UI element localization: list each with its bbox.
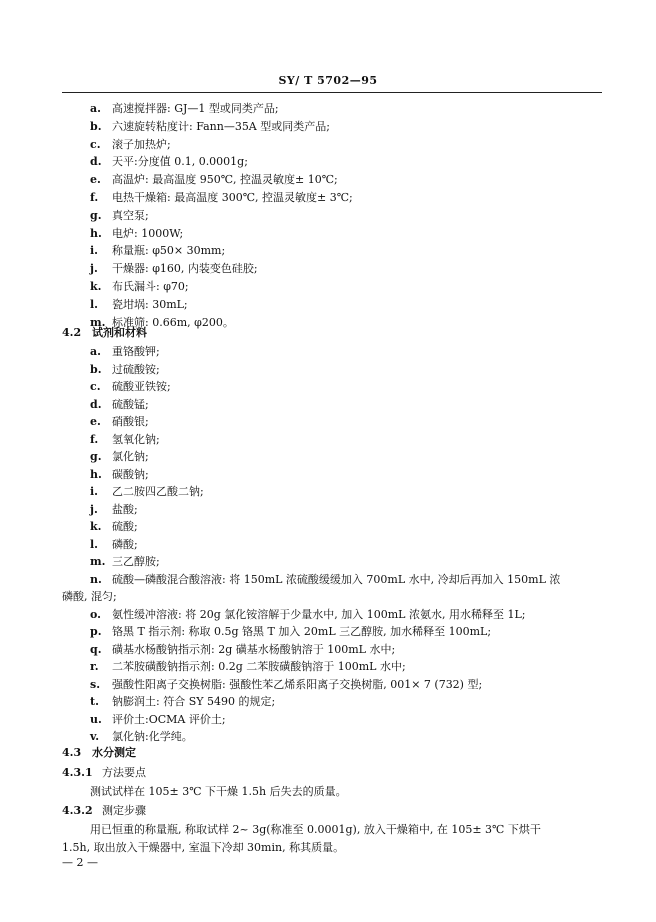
list-item-label: b. — [90, 362, 102, 376]
list-item-text: 硫酸锰; — [112, 397, 149, 411]
list-item-label: n. — [90, 572, 102, 586]
page-number: — 2 — — [62, 856, 98, 869]
section-number: 4.3 — [62, 746, 82, 759]
list-item-label: a. — [90, 102, 101, 115]
list-item-label: d. — [90, 397, 102, 411]
list-item-label: m. — [90, 555, 106, 568]
paragraph-text: 测试试样在 105± 3℃ 下干燥 1.5h 后失去的质量。 — [90, 785, 347, 798]
section-number: 4.3.1 — [62, 766, 93, 779]
list-item-label: j. — [90, 262, 98, 276]
list-item-label: j. — [90, 502, 98, 516]
list-item-text: 评价土:OCMA 评价土; — [112, 712, 226, 726]
list-item-text: 氢氧化钠; — [112, 432, 160, 446]
list-item-label: t. — [90, 695, 99, 708]
list-item-label: p. — [90, 625, 102, 638]
section-number: 4.2 — [62, 326, 82, 339]
list-item-label: g. — [90, 450, 102, 463]
section-number: 4.3.2 — [62, 804, 93, 817]
list-item-text: 乙二胺四乙酸二钠; — [112, 485, 204, 498]
list-item-text: 碳酸钠; — [112, 467, 149, 481]
list-item-text: 硫酸—磷酸混合酸溶液: 将 150mL 浓硫酸缓缓加入 700mL 水中, 冷却后再加入 150mL 浓 — [112, 572, 561, 586]
list-item-text: 磷酸; — [112, 537, 138, 551]
list-item-text: 标准筛: 0.66m, φ200。 — [112, 315, 234, 329]
list-item-label: c. — [90, 380, 101, 393]
list-item-text: 六速旋转粘度计: Fann—35A 型或同类产品; — [112, 119, 330, 133]
list-item-label: c. — [90, 137, 101, 151]
list-item-text: 磺基水杨酸钠指示剂: 2g 磺基水杨酸钠溶于 100mL 水中; — [112, 642, 396, 656]
list-item-text: 铬黑 T 指示剂: 称取 0.5g 铬黑 T 加入 20mL 三乙醇胺, 加水稀释至 100mL; — [112, 625, 492, 638]
list-item-label: e. — [90, 173, 101, 187]
list-item-label: f. — [90, 191, 99, 204]
header-divider — [62, 92, 602, 93]
list-item-text: 称量瓶: φ50× 30mm; — [112, 244, 226, 258]
section-title: 水分测定 — [92, 746, 136, 759]
list-item-text: 钠膨润土: 符合 SY 5490 的规定; — [112, 695, 276, 708]
list-item-label: d. — [90, 155, 102, 169]
list-item-label: l. — [90, 537, 99, 551]
list-item-label: u. — [90, 712, 102, 726]
section-title: 方法要点 — [102, 766, 146, 779]
list-item-label: l. — [90, 297, 99, 311]
list-item-text: 强酸性阳离子交换树脂: 强酸性苯乙烯系阳离子交换树脂, 001× 7 (732) 型; — [112, 677, 483, 691]
list-item-label: r. — [90, 660, 99, 673]
list-item-text: 硫酸亚铁铵; — [112, 380, 171, 393]
list-item-label: f. — [90, 432, 99, 446]
list-item-text: 二苯胺磺酸钠指示剂: 0.2g 二苯胺磺酸钠溶于 100mL 水中; — [112, 660, 406, 673]
list-item-text: 高速搅拌器: GJ—1 型或同类产品; — [112, 102, 279, 115]
list-item-label: m. — [90, 315, 106, 329]
section-title: 测定步骤 — [102, 804, 146, 817]
standard-code-header: SY/ T 5702—95 — [278, 74, 378, 87]
list-item-text: 电炉: 1000W; — [112, 226, 184, 240]
list-item-label: b. — [90, 119, 102, 133]
list-item-text: 重铬酸钾; — [112, 345, 160, 358]
list-item-text: 过硫酸铵; — [112, 362, 160, 376]
list-item-text: 硫酸; — [112, 520, 138, 533]
paragraph-text: 1.5h, 取出放入干燥器中, 室温下冷却 30min, 称其质量。 — [62, 841, 345, 854]
list-item-text: 硝酸银; — [112, 415, 149, 428]
list-item-text: 电热干燥箱: 最高温度 300℃, 控温灵敏度± 3℃; — [112, 191, 353, 204]
list-item-text: 磷酸, 混匀; — [62, 590, 117, 603]
list-item-label: o. — [90, 607, 101, 621]
list-item-text: 氯化钠:化学纯。 — [112, 730, 193, 743]
list-item-text: 布氏漏斗: φ70; — [112, 280, 189, 293]
list-item-text: 天平:分度值 0.1, 0.0001g; — [112, 155, 248, 169]
list-item-text: 三乙醇胺; — [112, 555, 160, 568]
list-item-label: h. — [90, 226, 102, 240]
list-item-label: e. — [90, 415, 101, 428]
list-item-text: 盐酸; — [112, 502, 138, 516]
list-item-label: i. — [90, 485, 99, 498]
list-item-label: i. — [90, 244, 99, 258]
list-item-label: a. — [90, 345, 101, 358]
list-item-text: 干燥器: φ160, 内装变色硅胶; — [112, 262, 258, 276]
section-title: 试剂和材料 — [92, 326, 147, 339]
list-item-text: 氨性缓冲溶液: 将 20g 氯化铵溶解于少量水中, 加入 100mL 浓氨水, 用水稀释至 1L; — [112, 607, 526, 621]
list-item-text: 高温炉: 最高温度 950℃, 控温灵敏度± 10℃; — [112, 173, 338, 187]
list-item-label: s. — [90, 677, 101, 691]
paragraph-text: 用已恒重的称量瓶, 称取试样 2~ 3g(称准至 0.0001g), 放入干燥箱中, 在 105± 3℃ 下烘干 — [90, 823, 541, 836]
list-item-text: 滚子加热炉; — [112, 137, 171, 151]
list-item-text: 氯化钠; — [112, 450, 149, 463]
list-item-text: 真空泵; — [112, 208, 149, 222]
list-item-text: 瓷坩埚: 30mL; — [112, 297, 188, 311]
list-item-label: h. — [90, 467, 102, 481]
list-item-label: g. — [90, 208, 102, 222]
list-item-label: v. — [90, 730, 100, 743]
list-item-label: k. — [90, 280, 102, 293]
list-item-label: k. — [90, 520, 102, 533]
list-item-label: q. — [90, 642, 102, 656]
